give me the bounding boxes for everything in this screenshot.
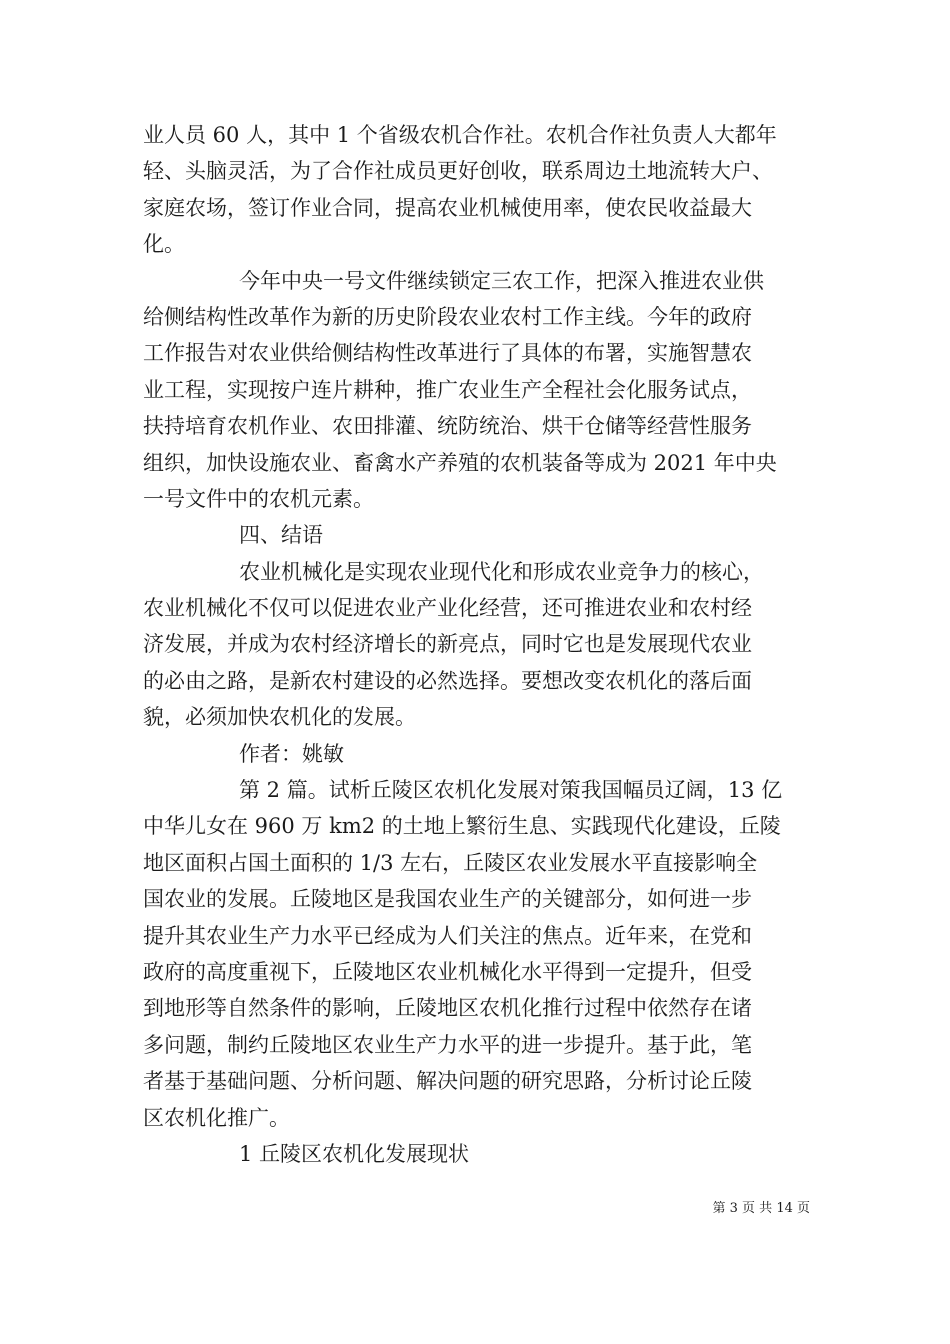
paragraph-first-line: 今年中央一号文件继续锁定三农工作，把深入推进农业供 [239,268,764,293]
text-line: 业工程，实现按户连片耕种，推广农业生产全程社会化服务试点， [143,377,752,402]
text-line: 国农业的发展。丘陵地区是我国农业生产的关键部分，如何进一步 [143,887,752,912]
text-line: 工作报告对农业供给侧结构性改革进行了具体的布署，实施智慧农 [143,341,752,366]
page-number-footer: 第 3 页 共 14 页 [712,1201,810,1216]
author-line: 作者：姚敏 [239,741,344,766]
text-line: 区农机化推广。 [143,1105,290,1130]
text-line: 到地形等自然条件的影响，丘陵地区农机化推行过程中依然存在诸 [143,996,752,1021]
section-heading: 1 丘陵区农机化发展现状 [239,1141,470,1166]
text-line: 组织，加快设施农业、畜禽水产养殖的农机装备等成为 2021 年中央 [143,450,777,475]
text-line: 者基于基础问题、分析问题、解决问题的研究思路，分析讨论丘陵 [143,1069,752,1094]
text-line: 济发展，并成为农村经济增长的新亮点，同时它也是发展现代农业 [143,632,752,657]
text-line: 农业机械化不仅可以促进农业产业化经营，还可推进农业和农村经 [143,596,752,621]
text-line: 化。 [143,232,185,257]
text-line: 轻、头脑灵活，为了合作社成员更好创收，联系周边土地流转大户、 [143,159,773,184]
text-line: 中华儿女在 960 万 km2 的土地上繁衍生息、实践现代化建设，丘陵 [143,814,781,839]
paragraph-first-line: 农业机械化是实现农业现代化和形成农业竞争力的核心， [239,559,764,584]
text-line: 给侧结构性改革作为新的历史阶段农业农村工作主线。今年的政府 [143,304,752,329]
text-line: 家庭农场，签订作业合同，提高农业机械使用率，使农民收益最大 [143,195,752,220]
text-line: 一号文件中的农机元素。 [143,486,374,511]
text-line: 地区面积占国土面积的 1/3 左右，丘陵区农业发展水平直接影响全 [143,850,758,875]
text-line: 的必由之路，是新农村建设的必然选择。要想改变农机化的落后面 [143,668,752,693]
text-line: 貌，必须加快农机化的发展。 [143,705,416,730]
section-heading: 四、结语 [239,523,323,548]
text-line: 业人员 60 人，其中 1 个省级农机合作社。农机合作社负责人大都年 [143,123,777,147]
text-line: 政府的高度重视下，丘陵地区农业机械化水平得到一定提升，但受 [143,959,752,984]
paragraph-first-line: 第 2 篇。试析丘陵区农机化发展对策我国幅员辽阔，13 亿 [239,778,783,803]
text-line: 多问题，制约丘陵地区农业生产力水平的进一步提升。基于此，笔 [143,1032,752,1057]
text-line: 提升其农业生产力水平已经成为人们关注的焦点。近年来，在党和 [143,923,752,948]
body-text [143,117,807,1172]
text-line: 扶持培育农机作业、农田排灌、统防统治、烘干仓储等经营性服务 [143,414,752,439]
